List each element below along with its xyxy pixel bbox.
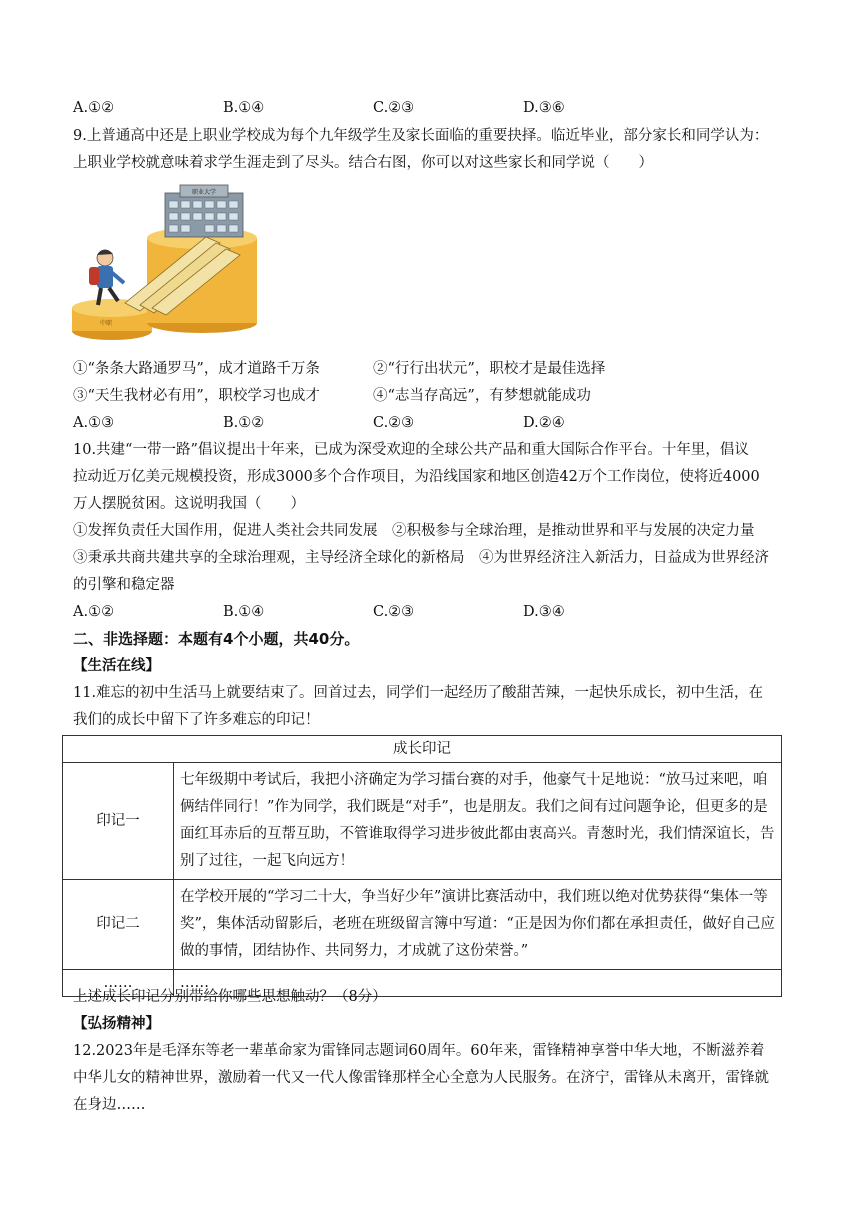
row-label: 印记一 xyxy=(63,763,174,880)
q12-line3: 在身边…… xyxy=(73,1097,146,1113)
q10-line1: 10.共建“一带一路”倡议提出十年来，已成为深受欢迎的全球公共产品和重大国际合作平台。十年里，倡议 xyxy=(73,442,749,458)
row-label: 印记二 xyxy=(63,880,174,970)
q9-option-c: C.②③ xyxy=(373,415,415,431)
q12-line1: 12.2023年是毛泽东等老一辈革命家为雷锋同志题词60周年。60年来，雷锋精神享誉中华大地，不断滋养着 xyxy=(73,1043,765,1059)
section2-sub-spirit: 【弘扬精神】 xyxy=(73,1016,160,1032)
q10-line3: 万人摆脱贫困。这说明我国（ ） xyxy=(73,496,305,512)
q9-option-a: A.①③ xyxy=(73,415,115,431)
step-label: 中职 xyxy=(100,320,113,327)
row-text: 在学校开展的“学习二十大，争当好少年”演讲比赛活动中，我们班以绝对优势获得“集体一等奖”，集体活动留影后，老班在班级留言簿中写道：“正是因为你们都在承担责任，做好自己应做的事情，团结协作、共同努力，才成就了这份荣誉。” xyxy=(174,880,782,970)
q9-option-b: B.①② xyxy=(223,415,265,431)
q11-question: 上述成长印记分别带给你哪些思想触动？（8分） xyxy=(73,989,387,1005)
table-row xyxy=(63,763,782,880)
q9-statement-3: ③“天生我材必有用”，职校学习也成才 xyxy=(73,388,320,404)
q10-option-c: C.②③ xyxy=(373,604,415,620)
q9-statement-1: ①“条条大路通罗马”，成才道路千万条 xyxy=(73,361,320,377)
q8-option-c: C.②③ xyxy=(373,100,415,116)
q9-illustration xyxy=(70,183,260,343)
q10-option-d: D.③④ xyxy=(523,604,565,620)
q12-line2: 中华儿女的精神世界，激励着一代又一代人像雷锋那样全心全意为人民服务。在济宁，雷锋从未离开，雷锋就 xyxy=(73,1070,769,1086)
row-text: 七年级期中考试后，我把小济确定为学习擂台赛的对手，他豪气十足地说：“放马过来吧，咱俩结伴同行！”作为同学，我们既是“对手”，也是朋友。我们之间有过问题争论，但更多的是面红耳赤后的互帮互助，不管谁取得学习进步彼此都由衷高兴。青葱时光，我们情深谊长，告别了过往，一起飞向远方！ xyxy=(174,763,782,880)
q10-option-b: B.①④ xyxy=(223,604,265,620)
q9-option-d: D.②④ xyxy=(523,415,565,431)
row-text: …… xyxy=(174,970,782,997)
q11-line1: 11.难忘的初中生活马上就要结束了。回首过去，同学们一起经历了酸甜苦辣，一起快乐成长，初中生活，在 xyxy=(73,685,764,701)
q10-line6: 的引擎和稳定器 xyxy=(73,577,175,593)
q10-line2: 拉动近万亿美元规模投资，形成3000多个合作项目，为沿线国家和地区创造42万个工作岗位，使将近4000 xyxy=(73,469,760,485)
table-row xyxy=(63,880,782,970)
q10-line5: ③秉承共商共建共享的全球治理观，主导经济全球化的新格局 ④为世界经济注入新活力，日益成为世界经济 xyxy=(73,550,769,566)
q11-line2: 我们的成长中留下了许多难忘的印记！ xyxy=(73,712,320,728)
growth-table xyxy=(62,735,782,997)
q9-stem-line1: 9.上普通高中还是上职业学校成为每个九年级学生及家长面临的重要抉择。临近毕业，部分家长和同学认为： xyxy=(73,128,769,144)
q9-stem-line2: 上职业学校就意味着求学生涯走到了尽头。结合右图，你可以对这些家长和同学说（ ） xyxy=(73,155,653,171)
table-header: 成长印记 xyxy=(63,736,782,763)
section2-heading: 二、非选择题：本题有4个小题，共40分。 xyxy=(73,630,360,648)
section2-sub-life: 【生活在线】 xyxy=(73,658,160,674)
q8-option-a: A.①② xyxy=(73,100,115,116)
q10-option-a: A.①② xyxy=(73,604,115,620)
q8-option-b: B.①④ xyxy=(223,100,265,116)
q9-statement-4: ④“志当存高远”，有梦想就能成功 xyxy=(373,388,591,404)
building-sign: 职业大学 xyxy=(191,189,217,196)
q9-statement-2: ②“行行出状元”，职校才是最佳选择 xyxy=(373,361,606,377)
q10-line4: ①发挥负责任大国作用，促进人类社会共同发展 ②积极参与全球治理，是推动世界和平与发展的决定力量 xyxy=(73,523,755,539)
row-label: …… xyxy=(63,970,174,997)
q8-option-d: D.③⑥ xyxy=(523,100,565,116)
